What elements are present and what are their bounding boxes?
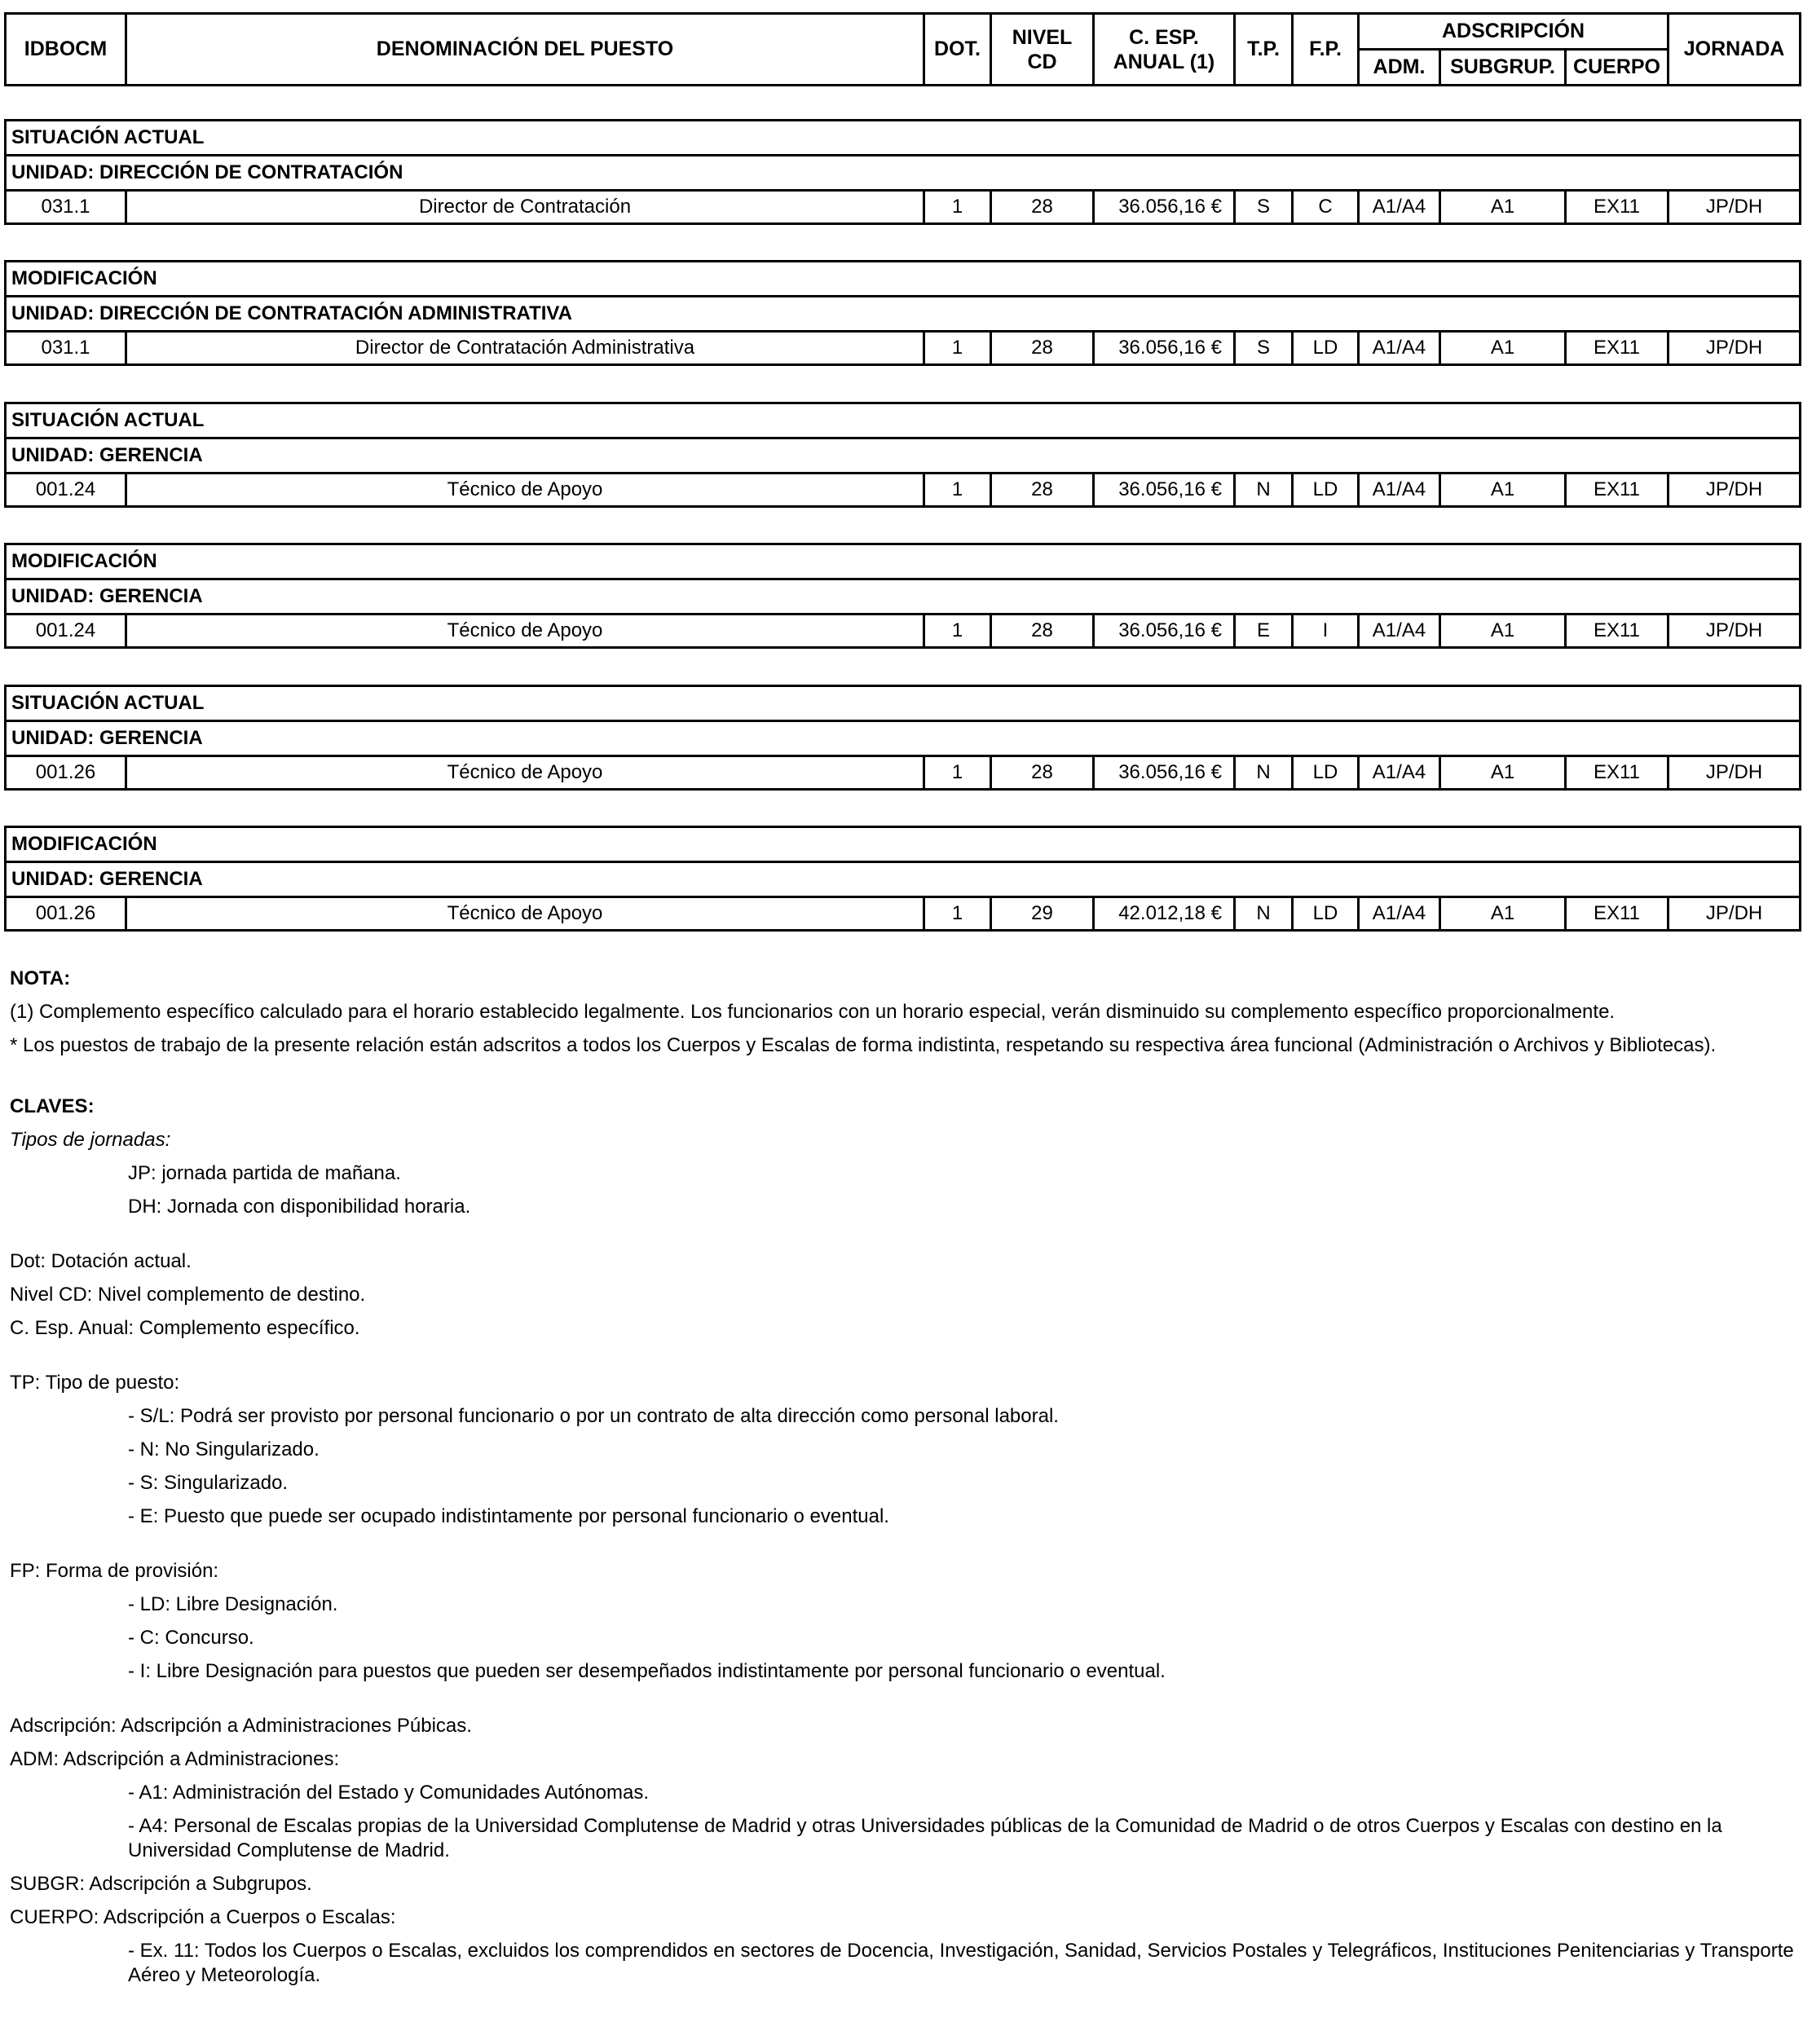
cell-dot: 1 — [924, 191, 991, 224]
cell-tp: S — [1235, 191, 1293, 224]
block-title: MODIFICACIÓN — [6, 827, 1801, 862]
cell-dot: 1 — [924, 615, 991, 648]
cell-denominacion: Técnico de Apoyo — [126, 756, 924, 790]
cell-fp: LD — [1293, 897, 1359, 931]
key-tp-n: - N: No Singularizado. — [128, 1438, 320, 1460]
cell-tp: N — [1235, 897, 1293, 931]
block-title: MODIFICACIÓN — [6, 262, 1801, 297]
cell-cuerpo: EX11 — [1566, 897, 1669, 931]
table-row — [6, 615, 1801, 648]
cell-tp: E — [1235, 615, 1293, 648]
cell-cuerpo: EX11 — [1566, 756, 1669, 790]
block-unidad: UNIDAD: GERENCIA — [6, 438, 1801, 474]
cell-denominacion: Técnico de Apoyo — [126, 897, 924, 931]
cell-jornada: JP/DH — [1669, 332, 1801, 365]
block-unidad: UNIDAD: GERENCIA — [6, 721, 1801, 756]
cuerpo-title: CUERPO: Adscripción a Cuerpos o Escalas: — [10, 1906, 396, 1928]
col-adm: ADM. — [1359, 50, 1440, 86]
notes-section — [10, 967, 1795, 1997]
cell-c-esp: 36.056,16 € — [1094, 615, 1235, 648]
cell-jornada: JP/DH — [1669, 474, 1801, 507]
cell-cuerpo: EX11 — [1566, 191, 1669, 224]
block-modificacion-1 — [4, 260, 1801, 366]
cell-c-esp: 36.056,16 € — [1094, 332, 1235, 365]
block-title: SITUACIÓN ACTUAL — [6, 686, 1801, 721]
key-fp-i: - I: Libre Designación para puestos que pueden ser desempeñados indistintamente por personal funcionario o eventual. — [128, 1660, 1166, 1682]
key-fp-ld: - LD: Libre Designación. — [128, 1593, 338, 1615]
cell-adm: A1/A4 — [1359, 756, 1440, 790]
cell-dot: 1 — [924, 332, 991, 365]
spacer — [10, 1350, 1795, 1371]
key-dot: Dot: Dotación actual. — [10, 1250, 192, 1272]
block-situacion-actual-2 — [4, 402, 1801, 508]
cell-adm: A1/A4 — [1359, 332, 1440, 365]
cell-jornada: JP/DH — [1669, 615, 1801, 648]
table-row — [6, 474, 1801, 507]
block-unidad: UNIDAD: GERENCIA — [6, 579, 1801, 615]
cell-fp: LD — [1293, 756, 1359, 790]
cell-idbocm: 031.1 — [6, 332, 126, 365]
cell-subgrup: A1 — [1440, 191, 1566, 224]
block-unidad: UNIDAD: DIRECCIÓN DE CONTRATACIÓN — [6, 156, 1801, 191]
cell-nivel: 28 — [991, 191, 1094, 224]
table-row — [6, 332, 1801, 365]
cell-fp: LD — [1293, 474, 1359, 507]
block-modificacion-3 — [4, 826, 1801, 932]
table-row — [6, 756, 1801, 790]
cell-tp: N — [1235, 474, 1293, 507]
cell-fp: I — [1293, 615, 1359, 648]
table-row — [6, 897, 1801, 931]
key-ex11: - Ex. 11: Todos los Cuerpos o Escalas, excluidos los comprendidos en sectores de Docencia, Investigación, Sanidad, Servicios Postales y Telegráficos, Instituciones Penitenciarias y Transporte Aéreo y Meteorología. — [128, 1940, 1794, 1986]
cell-fp: C — [1293, 191, 1359, 224]
cell-fp: LD — [1293, 332, 1359, 365]
block-unidad: UNIDAD: DIRECCIÓN DE CONTRATACIÓN ADMINISTRATIVA — [6, 297, 1801, 332]
block-situacion-actual-1 — [4, 119, 1801, 225]
key-adm-a1: - A1: Administración del Estado y Comunidades Autónomas. — [128, 1782, 650, 1804]
table-row — [6, 191, 1801, 224]
cell-denominacion: Técnico de Apoyo — [126, 615, 924, 648]
adm-title: ADM: Adscripción a Administraciones: — [10, 1748, 340, 1770]
block-unidad: UNIDAD: GERENCIA — [6, 862, 1801, 897]
cell-subgrup: A1 — [1440, 332, 1566, 365]
col-nivel-cd: NIVEL CD — [991, 14, 1094, 86]
cell-c-esp: 36.056,16 € — [1094, 474, 1235, 507]
cell-jornada: JP/DH — [1669, 191, 1801, 224]
cell-jornada: JP/DH — [1669, 756, 1801, 790]
cell-c-esp: 36.056,16 € — [1094, 191, 1235, 224]
cell-nivel: 28 — [991, 615, 1094, 648]
cell-cuerpo: EX11 — [1566, 332, 1669, 365]
cell-idbocm: 001.26 — [6, 756, 126, 790]
cell-adm: A1/A4 — [1359, 615, 1440, 648]
cell-nivel: 29 — [991, 897, 1094, 931]
cell-cuerpo: EX11 — [1566, 474, 1669, 507]
col-tp: T.P. — [1235, 14, 1293, 86]
cell-c-esp: 36.056,16 € — [1094, 756, 1235, 790]
cell-subgrup: A1 — [1440, 897, 1566, 931]
col-c-esp-anual: C. ESP. ANUAL (1) — [1094, 14, 1235, 86]
jornadas-title: Tipos de jornadas: — [10, 1129, 171, 1151]
cell-adm: A1/A4 — [1359, 474, 1440, 507]
spacer — [10, 1538, 1795, 1559]
key-adm-a4: - A4: Personal de Escalas propias de la Universidad Complutense de Madrid y otras Universidades públicas de la Comunidad de Madrid o de otros Cuerpos y Escalas con destino en la Universidad Complutense de Madrid. — [128, 1815, 1722, 1861]
cell-subgrup: A1 — [1440, 756, 1566, 790]
spacer — [10, 1693, 1795, 1714]
key-adscripcion: Adscripción: Adscripción a Administraciones Púbicas. — [10, 1715, 472, 1737]
cell-jornada: JP/DH — [1669, 897, 1801, 931]
claves-title: CLAVES: — [10, 1095, 95, 1117]
cell-subgrup: A1 — [1440, 474, 1566, 507]
block-situacion-actual-3 — [4, 685, 1801, 791]
tp-title: TP: Tipo de puesto: — [10, 1372, 180, 1394]
key-fp-c: - C: Concurso. — [128, 1627, 254, 1649]
cell-tp: S — [1235, 332, 1293, 365]
cell-dot: 1 — [924, 474, 991, 507]
col-fp: F.P. — [1293, 14, 1359, 86]
cell-idbocm: 001.24 — [6, 615, 126, 648]
cell-cuerpo: EX11 — [1566, 615, 1669, 648]
nota-title: NOTA: — [10, 967, 71, 989]
key-cesp: C. Esp. Anual: Complemento específico. — [10, 1317, 360, 1339]
col-jornada: JORNADA — [1669, 14, 1801, 86]
key-jp: JP: jornada partida de mañana. — [128, 1162, 401, 1184]
cell-nivel: 28 — [991, 332, 1094, 365]
block-title: MODIFICACIÓN — [6, 544, 1801, 579]
cell-idbocm: 001.26 — [6, 897, 126, 931]
key-tp-s: - S: Singularizado. — [128, 1472, 289, 1494]
spacer — [10, 1067, 1795, 1095]
col-subgrup: SUBGRUP. — [1440, 50, 1566, 86]
cell-dot: 1 — [924, 897, 991, 931]
key-subgr: SUBGR: Adscripción a Subgrupos. — [10, 1873, 312, 1895]
cell-adm: A1/A4 — [1359, 897, 1440, 931]
block-title: SITUACIÓN ACTUAL — [6, 403, 1801, 438]
cell-denominacion: Técnico de Apoyo — [126, 474, 924, 507]
cell-dot: 1 — [924, 756, 991, 790]
col-cuerpo: CUERPO — [1566, 50, 1669, 86]
cell-denominacion: Director de Contratación Administrativa — [126, 332, 924, 365]
col-denominacion: DENOMINACIÓN DEL PUESTO — [126, 14, 924, 86]
cell-adm: A1/A4 — [1359, 191, 1440, 224]
spacer — [10, 1228, 1795, 1249]
cell-nivel: 28 — [991, 756, 1094, 790]
cell-nivel: 28 — [991, 474, 1094, 507]
key-tp-sl: - S/L: Podrá ser provisto por personal funcionario o por un contrato de alta dirección como personal laboral. — [128, 1405, 1059, 1427]
fp-title: FP: Forma de provisión: — [10, 1560, 219, 1582]
col-idbocm: IDBOCM — [6, 14, 126, 86]
cell-idbocm: 031.1 — [6, 191, 126, 224]
key-nivel: Nivel CD: Nivel complemento de destino. — [10, 1284, 366, 1306]
block-modificacion-2 — [4, 543, 1801, 649]
col-adscripcion: ADSCRIPCIÓN — [1359, 14, 1669, 50]
cell-tp: N — [1235, 756, 1293, 790]
header-table — [4, 12, 1801, 86]
key-dh: DH: Jornada con disponibilidad horaria. — [128, 1196, 471, 1218]
col-dot: DOT. — [924, 14, 991, 86]
cell-denominacion: Director de Contratación — [126, 191, 924, 224]
nota-1: (1) Complemento específico calculado para el horario establecido legalmente. Los funcionarios con un horario especial, verán disminuido su complemento específico proporcionalmente. — [10, 1001, 1616, 1023]
block-title: SITUACIÓN ACTUAL — [6, 121, 1801, 156]
cell-subgrup: A1 — [1440, 615, 1566, 648]
key-tp-e: - E: Puesto que puede ser ocupado indistintamente por personal funcionario o eventual. — [128, 1505, 889, 1527]
nota-2: * Los puestos de trabajo de la presente relación están adscritos a todos los Cuerpos y Escalas de forma indistinta, respetando su respectiva área funcional (Administración o Archivos y Bibliotecas). — [10, 1034, 1717, 1056]
cell-idbocm: 001.24 — [6, 474, 126, 507]
cell-c-esp: 42.012,18 € — [1094, 897, 1235, 931]
